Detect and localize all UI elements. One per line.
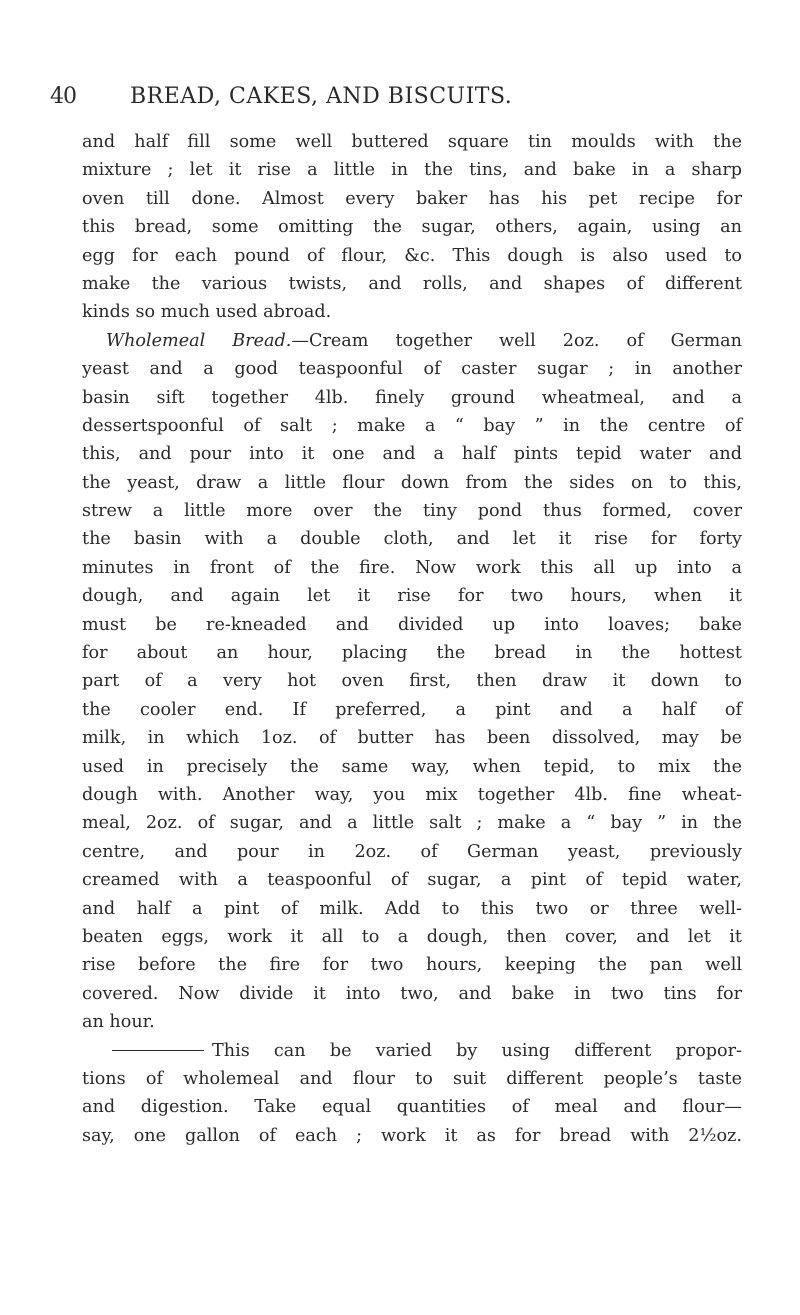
text-line: kinds so much used abroad. [82, 302, 332, 323]
text-fragment: This can be varied by using different propor- [212, 1040, 742, 1061]
text-line: egg for each pound of flour, &c. This dough is also used to [82, 245, 742, 266]
running-title: BREAD, CAKES, AND BISCUITS. [130, 84, 513, 109]
text-line: dessertspoonful of salt ; make a “ bay ” in the centre of [82, 415, 742, 436]
text-line: centre, and pour in 2oz. of German yeast, previously [82, 841, 742, 862]
text-line: meal, 2oz. of sugar, and a little salt ; make a “ bay ” in the [82, 813, 742, 834]
text-line: mixture ; let it rise a little in the tins, and bake in a sharp [82, 160, 742, 181]
text-line: oven till done. Almost every baker has his pet recipe for [82, 188, 742, 209]
text-line: creamed with a teaspoonful of sugar, a pint of tepid water, [82, 870, 742, 891]
text-line: and digestion. Take equal quantities of meal and flour— [82, 1097, 742, 1118]
text-line: must be re-kneaded and divided up into loaves; bake [82, 614, 742, 635]
text-line: this bread, some omitting the sugar, others, again, using an [82, 217, 742, 238]
text-line: covered. Now divide it into two, and bake in two tins for [82, 983, 742, 1004]
section-heading-line [82, 327, 742, 355]
section-heading: Wholemeal Bread. [106, 330, 292, 351]
page-number: 40 [50, 84, 76, 109]
text-fragment: —Cream together well 2oz. of German [291, 330, 742, 351]
text-line: basin sift together 4lb. finely ground wheatmeal, and a [82, 387, 742, 408]
text-line: and half fill some well buttered square tin moulds with the [82, 132, 742, 152]
ditto-rule [112, 1050, 204, 1051]
text-line: tions of wholemeal and flour to suit different people’s taste [82, 1068, 742, 1089]
text-line: the cooler end. If preferred, a pint and a half of [82, 699, 742, 720]
text-line: used in precisely the same way, when tepid, to mix the [82, 756, 742, 777]
text-line: minutes in front of the fire. Now work this all up into a [82, 557, 742, 578]
page-header [50, 84, 750, 120]
text-line: dough, and again let it rise for two hours, when it [82, 586, 742, 607]
text-line: beaten eggs, work it all to a dough, then cover, and let it [82, 926, 742, 947]
text-line: the yeast, draw a little flour down from the sides on to this, [82, 472, 742, 493]
text-line: for about an hour, placing the bread in the hottest [82, 643, 742, 664]
text-line: say, one gallon of each ; work it as for bread with 2½oz. [82, 1125, 742, 1146]
text-line: make the various twists, and rolls, and shapes of different [82, 273, 742, 294]
text-line: part of a very hot oven first, then draw it down to [82, 671, 742, 692]
text-line: dough with. Another way, you mix together 4lb. fine wheat- [82, 784, 742, 805]
text-line: and half a pint of milk. Add to this two or three well- [82, 898, 742, 919]
text-line: an hour. [82, 1012, 155, 1033]
text-line: rise before the fire for two hours, keeping the pan well [82, 955, 742, 976]
text-line: yeast and a good teaspoonful of caster sugar ; in another [82, 359, 742, 380]
text-line: the basin with a double cloth, and let it rise for forty [82, 529, 742, 550]
text-line: strew a little more over the tiny pond thus formed, cover [82, 501, 742, 522]
text-line: milk, in which 1oz. of butter has been dissolved, may be [82, 728, 742, 749]
text-line: this, and pour into it one and a half pints tepid water and [82, 444, 742, 465]
body-text [82, 128, 742, 1150]
ditto-line [82, 1037, 742, 1065]
